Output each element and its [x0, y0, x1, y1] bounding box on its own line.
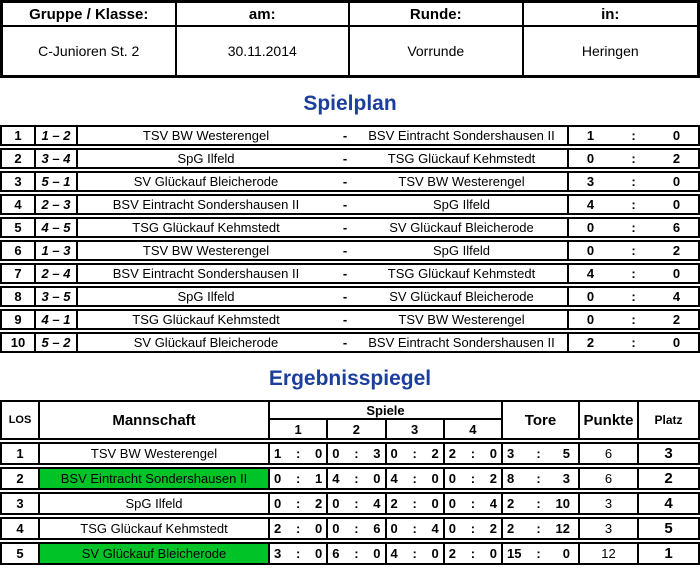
score-colon: :	[412, 521, 417, 536]
info-table	[0, 0, 700, 78]
spiele-header-group	[270, 402, 503, 438]
game-home-score: 0	[390, 521, 398, 536]
game-home-score: 2	[274, 521, 282, 536]
home-team: TSV BW Westerengel	[142, 128, 270, 143]
away-team: BSV Eintracht Sondershausen II	[368, 128, 555, 143]
score-colon: :	[631, 197, 636, 212]
info-label-am: am:	[177, 3, 351, 27]
game-score-cell	[270, 444, 328, 463]
match-row	[0, 332, 700, 353]
home-score: 0	[586, 243, 595, 258]
game-score-cell	[270, 519, 328, 538]
game-score-cell	[328, 494, 386, 513]
match-score	[567, 127, 698, 144]
match-score	[567, 288, 698, 305]
away-team: SpG Ilfeld	[432, 197, 491, 212]
away-team: SV Glückauf Bleicherode	[389, 220, 534, 235]
game-away-score: 0	[373, 546, 381, 561]
match-row	[0, 148, 700, 169]
game-away-score: 0	[315, 546, 323, 561]
tore-cell	[503, 519, 580, 538]
score-colon: :	[631, 266, 636, 281]
match-number: 7	[2, 265, 36, 282]
home-team: TSG Glückauf Kehmstedt	[132, 220, 280, 235]
match-pairing: 2 – 3	[36, 196, 78, 213]
game-home-score: 4	[332, 471, 340, 486]
home-score: 3	[586, 174, 595, 189]
game-away-score: 2	[431, 446, 439, 461]
game-home-score: 2	[390, 496, 398, 511]
game-away-score: 0	[489, 546, 497, 561]
game-number-header: 1	[270, 420, 328, 438]
versus-dash: -	[342, 220, 348, 235]
match-number: 1	[2, 127, 36, 144]
versus-dash: -	[342, 243, 348, 258]
game-home-score: 0	[274, 471, 282, 486]
match-score	[567, 334, 698, 351]
match-score	[567, 150, 698, 167]
results-table-body	[0, 442, 700, 565]
home-score: 0	[586, 312, 595, 327]
game-home-score: 2	[448, 446, 456, 461]
los-header: LOS	[2, 402, 40, 438]
tore-against: 0	[562, 546, 570, 561]
tore-header: Tore	[503, 402, 580, 438]
away-team: SV Glückauf Bleicherode	[389, 289, 534, 304]
punkte-cell: 6	[580, 444, 639, 463]
game-home-score: 0	[332, 496, 340, 511]
score-colon: :	[295, 521, 301, 536]
info-label-gruppe: Gruppe / Klasse:	[3, 3, 177, 27]
score-colon: :	[412, 546, 417, 561]
match-pairing: 1 – 2	[36, 127, 78, 144]
versus-dash: -	[342, 128, 348, 143]
game-home-score: 0	[448, 496, 456, 511]
score-colon: :	[354, 546, 359, 561]
home-team: TSV BW Westerengel	[142, 243, 270, 258]
game-away-score: 0	[489, 446, 497, 461]
home-score: 0	[586, 220, 595, 235]
game-away-score: 2	[489, 521, 497, 536]
match-number: 9	[2, 311, 36, 328]
game-away-score: 0	[315, 521, 323, 536]
home-team: BSV Eintracht Sondershausen II	[112, 197, 300, 212]
home-team: SV Glückauf Bleicherode	[133, 335, 279, 350]
game-away-score: 2	[315, 496, 323, 511]
away-team: TSV BW Westerengel	[398, 174, 525, 189]
match-number: 8	[2, 288, 36, 305]
game-score-cell	[445, 519, 503, 538]
match-row	[0, 286, 700, 307]
away-team: BSV Eintracht Sondershausen II	[368, 335, 555, 350]
match-row	[0, 217, 700, 238]
score-colon: :	[631, 220, 636, 235]
match-number: 4	[2, 196, 36, 213]
game-away-score: 0	[373, 471, 381, 486]
result-row	[0, 517, 700, 540]
tore-against: 3	[562, 471, 570, 486]
result-row	[0, 467, 700, 490]
spielplan-table	[0, 125, 700, 353]
team-cell: BSV Eintracht Sondershausen II	[40, 469, 270, 488]
tore-for: 2	[507, 521, 515, 536]
match-row	[0, 125, 700, 146]
score-colon: :	[536, 546, 541, 561]
game-away-score: 6	[373, 521, 381, 536]
game-score-cell	[387, 469, 445, 488]
versus-dash: -	[342, 174, 348, 189]
game-home-score: 0	[448, 471, 456, 486]
los-cell: 3	[2, 494, 40, 513]
score-colon: :	[295, 446, 301, 461]
match-number: 6	[2, 242, 36, 259]
score-colon: :	[354, 471, 359, 486]
game-score-cell	[445, 444, 503, 463]
spiele-header: Spiele	[270, 402, 501, 420]
score-colon: :	[631, 128, 636, 143]
game-home-score: 0	[332, 521, 340, 536]
score-colon: :	[295, 546, 301, 561]
score-colon: :	[631, 151, 636, 166]
match-number: 10	[2, 334, 36, 351]
score-colon: :	[536, 471, 541, 486]
versus-dash: -	[342, 312, 348, 327]
game-number-header: 3	[387, 420, 445, 438]
home-team: SV Glückauf Bleicherode	[133, 174, 279, 189]
mannschaft-header: Mannschaft	[40, 402, 270, 438]
match-row	[0, 240, 700, 261]
score-colon: :	[354, 521, 359, 536]
tore-cell	[503, 494, 580, 513]
match-pairing: 2 – 4	[36, 265, 78, 282]
score-colon: :	[412, 446, 417, 461]
score-colon: :	[470, 546, 476, 561]
tore-cell	[503, 444, 580, 463]
score-colon: :	[354, 496, 359, 511]
match-score	[567, 219, 698, 236]
match-pairing: 4 – 5	[36, 219, 78, 236]
info-label-in: in:	[524, 3, 698, 27]
score-colon: :	[470, 496, 476, 511]
spielplan-title: Spielplan	[303, 92, 397, 115]
game-score-cell	[387, 544, 445, 563]
punkte-cell: 3	[580, 494, 639, 513]
match-pairing: 4 – 1	[36, 311, 78, 328]
platz-cell: 5	[664, 520, 673, 537]
game-score-cell	[270, 544, 328, 563]
platz-header: Platz	[654, 413, 683, 427]
punkte-cell: 3	[580, 519, 639, 538]
away-score: 0	[672, 128, 681, 143]
match-row	[0, 263, 700, 284]
info-value-am: 30.11.2014	[177, 27, 351, 75]
match-pairing: 3 – 4	[36, 150, 78, 167]
away-team: SpG Ilfeld	[432, 243, 491, 258]
info-value-in: Heringen	[581, 43, 639, 59]
game-score-cell	[445, 544, 503, 563]
tore-for: 3	[507, 446, 515, 461]
score-colon: :	[470, 521, 476, 536]
match-number: 5	[2, 219, 36, 236]
match-score	[567, 242, 698, 259]
match-score	[567, 173, 698, 190]
los-cell: 2	[2, 469, 40, 488]
score-colon: :	[536, 446, 541, 461]
away-team: TSV BW Westerengel	[398, 312, 525, 327]
match-score	[567, 265, 698, 282]
score-colon: :	[470, 446, 476, 461]
game-score-cell	[328, 519, 386, 538]
game-score-cell	[328, 544, 386, 563]
ergebnisspiegel-title: Ergebnisspiegel	[268, 367, 432, 390]
platz-cell: 1	[664, 545, 673, 562]
platz-cell: 3	[664, 445, 673, 462]
game-score-cell	[387, 519, 445, 538]
game-score-cell	[445, 494, 503, 513]
match-score	[567, 311, 698, 328]
home-score: 1	[586, 128, 595, 143]
match-row	[0, 194, 700, 215]
tore-for: 2	[507, 496, 515, 511]
match-pairing: 1 – 3	[36, 242, 78, 259]
info-label-runde: Runde:	[350, 3, 524, 27]
game-home-score: 4	[390, 471, 398, 486]
versus-dash: -	[342, 335, 348, 350]
game-away-score: 4	[431, 521, 439, 536]
home-team: SpG Ilfeld	[177, 289, 235, 304]
game-score-cell	[445, 469, 503, 488]
game-home-score: 0	[332, 446, 340, 461]
match-pairing: 5 – 2	[36, 334, 78, 351]
score-colon: :	[631, 312, 636, 327]
tore-for: 15	[507, 546, 522, 561]
score-colon: :	[536, 521, 541, 536]
game-number-header: 2	[328, 420, 386, 438]
away-score: 2	[672, 312, 681, 327]
punkte-cell: 6	[580, 469, 639, 488]
score-colon: :	[631, 335, 636, 350]
score-colon: :	[412, 471, 417, 486]
tore-for: 8	[507, 471, 515, 486]
game-away-score: 3	[373, 446, 381, 461]
results-header	[0, 400, 700, 440]
game-away-score: 1	[315, 471, 323, 486]
match-row	[0, 309, 700, 330]
home-score: 4	[586, 266, 595, 281]
tore-against: 12	[555, 521, 570, 536]
versus-dash: -	[342, 197, 348, 212]
game-away-score: 0	[315, 446, 323, 461]
tore-against: 10	[555, 496, 570, 511]
game-home-score: 4	[390, 546, 398, 561]
score-colon: :	[470, 471, 476, 486]
match-row	[0, 171, 700, 192]
away-team: TSG Glückauf Kehmstedt	[387, 151, 536, 166]
los-cell: 5	[2, 544, 40, 563]
score-colon: :	[631, 174, 636, 189]
platz-cell: 2	[664, 470, 673, 487]
away-score: 6	[672, 220, 681, 235]
tore-against: 5	[562, 446, 570, 461]
away-score: 0	[672, 174, 681, 189]
versus-dash: -	[342, 289, 348, 304]
match-score	[567, 196, 698, 213]
game-score-cell	[387, 494, 445, 513]
tore-cell	[503, 544, 580, 563]
game-score-cell	[328, 469, 386, 488]
score-colon: :	[536, 496, 541, 511]
game-number-header: 4	[469, 421, 477, 437]
match-pairing: 5 – 1	[36, 173, 78, 190]
game-away-score: 4	[373, 496, 381, 511]
tore-cell	[503, 469, 580, 488]
match-number: 3	[2, 173, 36, 190]
away-score: 0	[672, 335, 681, 350]
game-home-score: 1	[274, 446, 282, 461]
away-score: 2	[672, 151, 681, 166]
home-score: 4	[586, 197, 595, 212]
team-cell: SpG Ilfeld	[40, 494, 270, 513]
home-score: 0	[586, 289, 595, 304]
score-colon: :	[631, 289, 636, 304]
away-score: 0	[672, 266, 681, 281]
game-home-score: 0	[274, 496, 282, 511]
result-row	[0, 492, 700, 515]
game-score-cell	[270, 494, 328, 513]
game-away-score: 0	[431, 546, 439, 561]
game-home-score: 2	[448, 546, 456, 561]
game-score-cell	[270, 469, 328, 488]
result-row	[0, 542, 700, 565]
team-cell: SV Glückauf Bleicherode	[40, 544, 270, 563]
punkte-cell: 12	[580, 544, 639, 563]
los-cell: 4	[2, 519, 40, 538]
team-cell: TSV BW Westerengel	[40, 444, 270, 463]
game-away-score: 0	[431, 471, 439, 486]
game-home-score: 3	[274, 546, 282, 561]
versus-dash: -	[342, 266, 348, 281]
away-score: 0	[672, 197, 681, 212]
game-away-score: 0	[431, 496, 439, 511]
result-row	[0, 442, 700, 465]
score-colon: :	[295, 496, 301, 511]
game-home-score: 6	[332, 546, 340, 561]
match-pairing: 3 – 5	[36, 288, 78, 305]
home-team: SpG Ilfeld	[177, 151, 235, 166]
home-team: TSG Glückauf Kehmstedt	[132, 312, 280, 327]
punkte-header: Punkte	[580, 402, 639, 438]
score-colon: :	[412, 496, 417, 511]
game-home-score: 0	[448, 521, 456, 536]
away-team: TSG Glückauf Kehmstedt	[387, 266, 536, 281]
home-score: 0	[586, 151, 595, 166]
home-team: BSV Eintracht Sondershausen II	[112, 266, 300, 281]
los-cell: 1	[2, 444, 40, 463]
platz-cell: 4	[664, 495, 673, 512]
score-colon: :	[631, 243, 636, 258]
game-score-cell	[328, 444, 386, 463]
score-colon: :	[295, 471, 301, 486]
info-value-gruppe: C-Junioren St. 2	[3, 27, 177, 75]
game-score-cell	[387, 444, 445, 463]
game-away-score: 4	[489, 496, 497, 511]
away-score: 2	[672, 243, 681, 258]
game-away-score: 2	[489, 471, 497, 486]
game-number-headers	[270, 420, 501, 438]
home-score: 2	[586, 335, 595, 350]
team-cell: TSG Glückauf Kehmstedt	[40, 519, 270, 538]
match-number: 2	[2, 150, 36, 167]
game-home-score: 0	[390, 446, 398, 461]
score-colon: :	[354, 446, 359, 461]
info-value-runde: Vorrunde	[350, 27, 524, 75]
versus-dash: -	[342, 151, 348, 166]
away-score: 4	[672, 289, 681, 304]
